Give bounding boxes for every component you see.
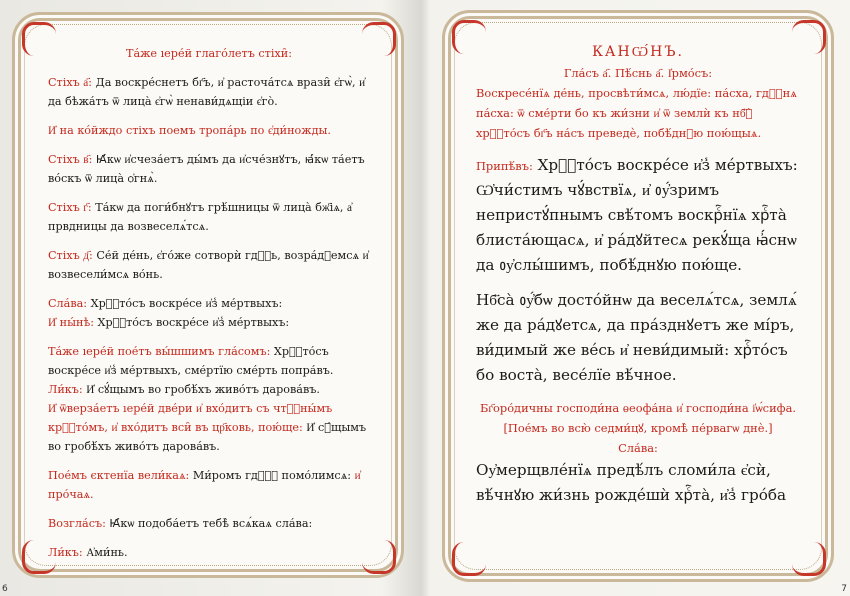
amen-line <box>48 543 370 562</box>
rubric-text: Хрⷭ҇то́съ воскре́се и҆з̾ ме́ртвыхъ, сме́ртїю сме́рть попра́въ. <box>48 345 334 377</box>
nyne-line <box>48 313 370 332</box>
slava-line <box>48 294 370 313</box>
verse-label: Стіхъ а҃: <box>48 76 93 89</box>
canon-subtitle: Гла́съ а҃. Пѣ́снь а҃. І҆рмо́съ: <box>563 66 713 80</box>
exclamation-line <box>48 514 370 533</box>
verse-label: Стіхъ г҃: <box>48 201 92 214</box>
canon-title: КАНѠ́НЪ. <box>592 44 684 60</box>
troparion-2: Нб҃са̀ ᲂу҆́бѡ досто́йнѡ да веселѧ́тсѧ, землѧ́ же да ра́дꙋетсѧ, да пра́зднꙋетъ же мі́ръ, ви́димый же ве́сь и҆ неви́димый: хрⷭ҇то́съ бо воста̀, весе́лїе вѣ́чное. <box>476 291 797 384</box>
troparion-3: Оу҆мерщвле́нїѧ предѣ́лъ сломи́ла є҆сѝ, вѣ́чнꙋю жи́знь рожде́шѝ хрⷭ҇та̀, и҆з̾ гро́ба <box>476 461 787 504</box>
rubric-label: И҆ ѿверза́етъ ıере́й две́ри и҆ вхо́дитъ съ чтⷭ҇ны́мъ крⷭ҇то́мъ, и҆ вхо́дитъ вси̑ въ цр҃ковь, пою́ще: <box>48 402 333 434</box>
verse-text: Да воскре́снетъ бг҃ъ, и҆ расточа́тсѧ врази̑ є҆гѡ̀, и҆ да бѣжа́тъ ѿ лица̀ є҆гѡ̀ ненави́дѧщіи є҆го̀. <box>48 76 366 108</box>
rubric-text: И҆ сꙋ́щымъ во гробѣ́хъ живо́тъ дарова́въ. <box>48 421 367 453</box>
choir-line <box>48 380 370 399</box>
troparion-1: Ѡ҆чи́стимъ чꙋ́вствїѧ, и҆ ᲂу҆́зримъ непристꙋ́пнымъ свѣ́томъ воскрⷭ҇нїѧ хрⷭ҇та̀ блиста́ющасѧ, и҆ ра́дꙋйтесѧ рекꙋ́ща ꙗ҆́снѡ да ᲂу҆слы́шимъ, побѣ́днꙋю пою́ще. <box>476 181 797 274</box>
verse-4 <box>48 246 370 284</box>
slava-text: Хрⷭ҇то́съ воскре́се и҆з̾ ме́ртвыхъ: <box>87 297 283 310</box>
litany-line <box>48 466 370 504</box>
right-page-text <box>476 44 800 508</box>
right-page <box>424 0 850 596</box>
litany-label: Пое́мъ єктенїа вели́каѧ: <box>48 469 190 482</box>
verse-text: Та́кѡ да поги́бнꙋтъ грѣ́шницы ѿ лица̀ бж҃іѧ, а҆ првдницы да возвеселѧ́тсѧ. <box>48 201 353 233</box>
nyne-label: И҆ ны́нѣ: <box>48 316 94 329</box>
exclamation-text: Ꙗ҆́кѡ подоба́етъ тебѣ̀ всѧ́каѧ сла́ва: <box>105 517 313 530</box>
verse-label: Стіхъ в҃: <box>48 153 93 166</box>
rubric-label: Та́же ıере́й пое́тъ вы́шшимъ гла́сомъ: <box>48 345 271 358</box>
rubric-troparion: И҆ на ко́йждо стіхъ поемъ тропа́рь по є҆ди́ножды. <box>48 124 331 137</box>
verse-label: Стіхъ д҃: <box>48 249 93 262</box>
slava-label: Сла́ва: <box>618 441 658 455</box>
doors-rubric-line <box>48 399 370 456</box>
verse-text: Ꙗ҆́кѡ и҆счеза́етъ ды́мъ да и҆сче́знꙋтъ, ꙗ҆́кѡ та́етъ во́скъ ѿ лица̀ ѻ҆гнѧ̀. <box>48 153 365 185</box>
nyne-text: Хрⷭ҇то́съ воскре́се и҆з̾ ме́ртвыхъ: <box>93 316 290 329</box>
frame-corner-ornament <box>792 542 826 576</box>
choir-label: Ли́къ: <box>48 546 83 559</box>
exclamation-label: Возгла́съ: <box>48 517 106 530</box>
verse-text: Се́й де́нь, є҆го́же сотворѝ гдⷭ҇ь, возра́дꙋемсѧ и҆ возвесели́мсѧ во́нь. <box>48 249 369 281</box>
frame-corner-ornament <box>452 542 486 576</box>
priest-sings-line <box>48 342 370 380</box>
irmos-text: Воскресе́нїѧ де́нь, просвѣти́мсѧ, лю́дїе: па́сха, гдⷭ҇нѧ па́сха: ѿ сме́рти бо къ жи́зни и҆ ѿ землѝ къ нб҃ꙋ̀ хрⷭ҇то́съ бг҃ъ на́съ преведѐ, побѣ́днꙋю пою́щыѧ. <box>476 86 797 140</box>
amen-text: А҆ми́нь. <box>82 546 128 559</box>
verse-1 <box>48 73 370 111</box>
litany-rest: и҆ про́чаѧ. <box>48 469 361 501</box>
page-number: 7 <box>841 584 847 594</box>
choir-label: Ли́къ: <box>48 383 83 396</box>
slava-label: Сла́ва: <box>48 297 88 310</box>
refrain-label: Припѣ́въ: <box>476 159 533 173</box>
left-page-text <box>48 44 370 562</box>
theotokia-heading: Бг҃оро́дичны господи́на ѳеофа́на и҆ господи́на і҆ѡ́сифа. <box>480 401 796 415</box>
verse-2 <box>48 150 370 188</box>
verse-3 <box>48 198 370 236</box>
theotokia-note: [Пое́мъ во всю̀ седми́цꙋ, кромѣ̀ пе́рвагѡ днѐ.] <box>503 421 773 435</box>
page-number: 6 <box>2 584 8 594</box>
intro-rubric: Та́же ıере́й глаго́летъ стіхи̑: <box>126 47 292 60</box>
choir-text: И҆ сꙋ́щымъ во гробѣ́хъ живо́тъ дарова́въ. <box>82 383 320 396</box>
litany-text: Ми́ромъ гдⷭ҇ꙋ помо́лимсѧ: <box>189 469 352 482</box>
refrain-line <box>476 153 800 178</box>
refrain-text: Хрⷭ҇то́съ воскре́се и҆з̾ ме́ртвыхъ: <box>532 156 798 174</box>
left-page <box>0 0 418 596</box>
